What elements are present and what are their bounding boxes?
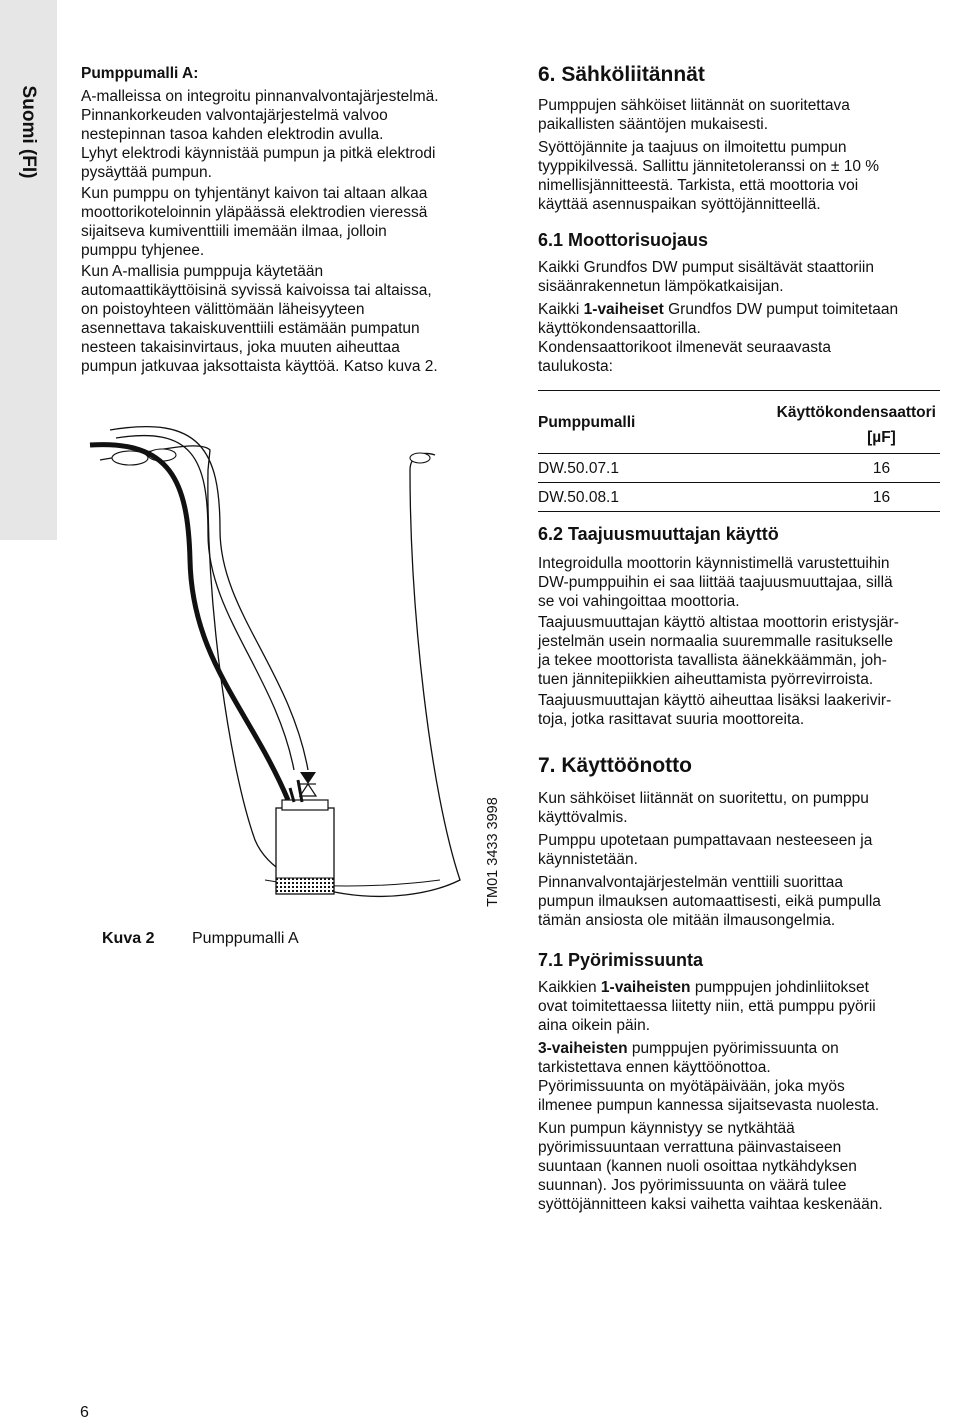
figure-title: Pumppumalli A (192, 930, 299, 947)
text-line: DW-pumppuihin ei saa liittää taajuusmuuttajaa, sillä (538, 574, 893, 591)
language-side-tab (0, 0, 57, 540)
text-line: Kun A-mallisia pumppuja käytetään (81, 263, 324, 280)
text-line: paikallisten sääntöjen mukaisesti. (538, 116, 769, 133)
right-column (538, 62, 940, 1214)
text-line: suunnan). Jos pyörimissuunta on väärä tulee (538, 1177, 847, 1194)
text-line: A-malleissa on integroitu pinnanvalvontajärjestelmä. (81, 88, 439, 105)
text-line: Pinnankorkeuden valvontajärjestelmä valvoo (81, 107, 388, 124)
paragraph (538, 338, 940, 376)
paragraph (538, 1077, 940, 1115)
table-cell-value: 16 (872, 459, 891, 477)
text-line: Syöttöjännite ja taajuus on ilmoitettu pumpun (538, 139, 847, 156)
text-line: Kaikkien 1-vaiheisten pumppujen johdinliitokset (538, 979, 869, 996)
paragraph (538, 1039, 940, 1077)
section-6-2-title: 6.2 Taajuusmuuttajan käyttö (538, 524, 779, 544)
text-line: se voi vahingoittaa moottoria. (538, 593, 740, 610)
text-line: moottorikoteloinnin yläpäässä elektrodien vieressä (81, 204, 428, 221)
table-header-row (538, 391, 940, 423)
text-line: nimellisjännitteestä. Tarkista, että moottoria voi (538, 177, 859, 194)
text-line: aina oikein päin. (538, 1017, 651, 1034)
text-line: pumpun jatkuvaa jaksottaista käyttöä. Katso kuva 2. (81, 358, 438, 375)
text-line: ja tekee moottorista tavallista äänekkäämmän, joh- (538, 652, 887, 669)
section-7-1-title: 7.1 Pyörimissuunta (538, 950, 704, 970)
paragraph-3 (81, 262, 501, 376)
pump-top (282, 800, 328, 810)
power-cable (90, 445, 288, 800)
text-line: Pumppujen sähköiset liitännät on suoritettava (538, 97, 850, 114)
table-cell-model: DW.50.07.1 (538, 459, 619, 477)
section-6-1-title: 6.1 Moottorisuojaus (538, 230, 709, 250)
table-header-unit: [µF] (867, 429, 896, 446)
discharge-hose (116, 436, 294, 770)
text-line: pumpun ilmauksen automaattisesti, eikä pumpulla (538, 893, 881, 910)
paragraph (538, 554, 940, 611)
text-line: Taajuusmuuttajan käyttö aiheuttaa lisäksi laakerivir- (538, 692, 892, 709)
paragraph (538, 96, 940, 134)
surface-stone (410, 453, 430, 463)
text-line: on poistoyhteen välittömään läheisyyteen (81, 301, 365, 318)
text-line: käynnistetään. (538, 851, 638, 868)
table-cell-model: DW.50.08.1 (538, 488, 619, 506)
text-line: Taajuusmuuttajan käyttö altistaa moottorin eristysjär- (538, 614, 899, 631)
table-cell-value: 16 (872, 488, 891, 506)
figure-label: Kuva 2 (102, 930, 155, 947)
text-line: Kun sähköiset liitännät on suoritettu, on pumppu (538, 790, 869, 807)
text-line: käyttää asennuspaikan syöttöjännitteellä. (538, 196, 821, 213)
text-line: tyyppikilvessä. Sallittu jännitetoleranssi on ± 10 % (538, 158, 880, 175)
text-line: tuen jännitepiikkien aiheuttamista pyörrevirroista. (538, 671, 874, 688)
text-line: asennettava takaiskuventtiili estämään pumpatun (81, 320, 420, 337)
electrode-long (298, 780, 302, 802)
table-header-capacitor: Käyttökondensaattori (776, 404, 936, 421)
section-heading: Pumppumalli A: (81, 65, 199, 82)
text-line: sijaitseva kumiventtiili imemään ilmaa, jolloin (81, 223, 387, 240)
left-column (81, 64, 501, 376)
figure-code: TM01 3433 3998 (485, 797, 501, 907)
paragraph (538, 613, 940, 689)
text-line: nestepinnan tasoa kahden elektrodin avulla. (81, 126, 384, 143)
text-line: Integroidulla moottorin käynnistimellä varustettuihin (538, 555, 890, 572)
paragraph (538, 691, 940, 729)
text-line: Pinnanvalvontajärjestelmän venttiili suorittaa (538, 874, 843, 891)
paragraph (538, 1119, 940, 1214)
text-line: syöttöjännitteen kaksi vaihetta vaihtaa keskenään. (538, 1196, 883, 1213)
text-line: nesteen takaisinvirtaus, joka muuten aiheuttaa (81, 339, 400, 356)
text-line: automaattikäyttöisinä syvissä kaivoissa tai altaissa, (81, 282, 432, 299)
section-6-title: 6. Sähköliitännät (538, 63, 705, 86)
text-line: käyttövalmis. (538, 809, 628, 826)
paragraph (538, 789, 940, 827)
text-line: tarkistettava ennen käyttöönottoa. (538, 1059, 771, 1076)
text-line: toja, jotka rasittavat suuria moottoreita. (538, 711, 805, 728)
text-line: Kaikki 1-vaiheiset Grundfos DW pumput toimitetaan (538, 301, 899, 318)
text-line: ovat toimitettaessa liitetty niin, että pumppu pyörii (538, 998, 876, 1015)
text-line: 3-vaiheisten pumppujen pyörimissuunta on (538, 1040, 839, 1057)
section-7-title: 7. Käyttöönotto (538, 754, 692, 777)
pump-well-diagram (80, 410, 520, 930)
capacitor-table (538, 390, 940, 512)
text-line: Lyhyt elektrodi käynnistää pumpun ja pitkä elektrodi (81, 145, 436, 162)
paragraph (538, 258, 940, 296)
text-line: pyörimissuuntaan verrattuna päinvastaiseen (538, 1139, 842, 1156)
text-line: Pyörimissuunta on myötäpäivään, joka myös (538, 1078, 845, 1095)
table-row (538, 483, 940, 512)
paragraph-1 (81, 87, 501, 182)
check-valve-icon (300, 772, 316, 796)
text-line: suuntaan (kannen nuoli osoittaa nytkähdyksen (538, 1158, 857, 1175)
text-line: Kun pumpun käynnistyy se nytkähtää (538, 1120, 795, 1137)
text-line: Kun pumppu on tyhjentänyt kaivon tai altaan alkaa (81, 185, 428, 202)
table-header-model: Pumppumalli (538, 413, 636, 431)
text-line: ilmenee pumpun kannessa sijaitsevasta nuolesta. (538, 1097, 880, 1114)
text-line: Kondensaattorikoot ilmenevät seuraavasta (538, 339, 831, 356)
paragraph (538, 300, 940, 338)
text-line: pumppu tyhjenee. (81, 242, 205, 259)
text-line: sisäänrakennetun lämpökatkaisijan. (538, 278, 784, 295)
paragraph (538, 831, 940, 869)
language-label: Suomi (FI) (18, 85, 39, 179)
text-line: tämän ansiosta ole mitään ilmausongelmia. (538, 912, 836, 929)
text-line: taulukosta: (538, 358, 613, 375)
strainer-grid (276, 878, 334, 894)
paragraph (538, 978, 940, 1035)
paragraph (538, 873, 940, 930)
paragraph (538, 138, 940, 214)
text-line: jestelmän usein normaalia suuremmalle rasitukselle (538, 633, 893, 650)
table-row (538, 454, 940, 483)
text-line: pysäyttää pumpun. (81, 164, 212, 181)
paragraph-2 (81, 184, 501, 260)
text-line: Kaikki Grundfos DW pumput sisältävät staattoriin (538, 259, 874, 276)
page-number: 6 (80, 1404, 89, 1421)
text-line: Pumppu upotetaan pumpattavaan nesteeseen ja (538, 832, 873, 849)
text-line: käyttökondensaattorilla. (538, 320, 701, 337)
